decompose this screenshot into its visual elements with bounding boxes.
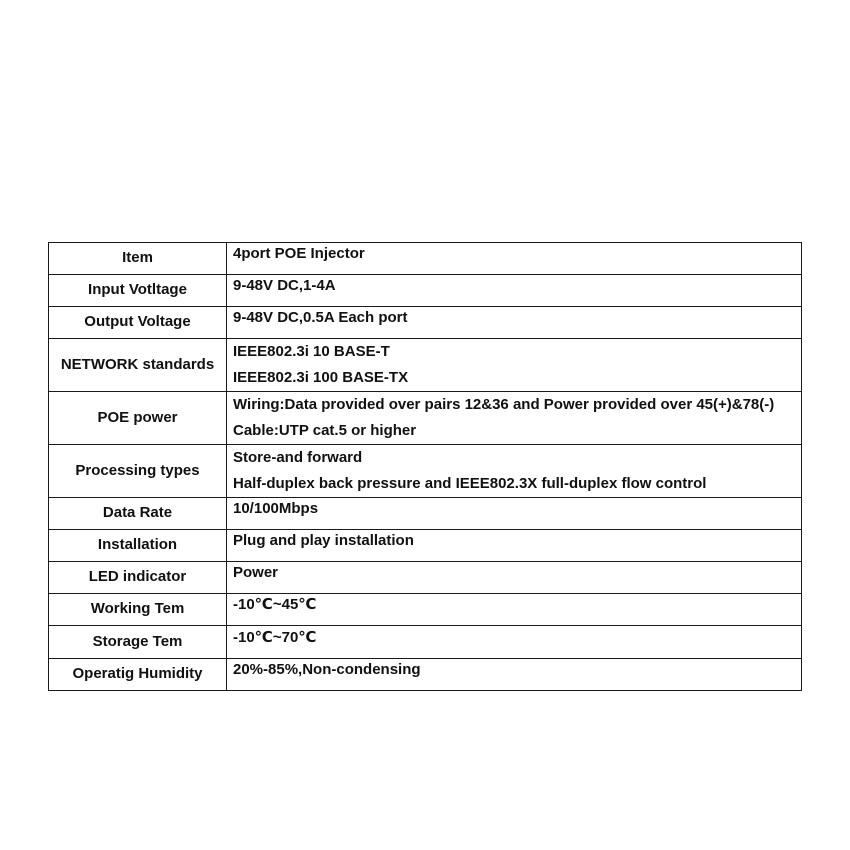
value-line: 4port POE Injector <box>233 245 365 263</box>
row-value-storage-temperature <box>227 626 802 659</box>
row-value-item <box>227 243 802 275</box>
row-value-output-voltage <box>227 307 802 339</box>
row-label-storage-temperature: Storage Tem <box>49 626 227 659</box>
row-label-data-rate: Data Rate <box>49 498 227 530</box>
value-line: -10℃~70℃ <box>233 628 317 646</box>
table-row <box>49 243 802 275</box>
table-row <box>49 562 802 594</box>
row-label-network-standards: NETWORK standards <box>49 339 227 392</box>
value-line: Power <box>233 564 279 582</box>
table-row <box>49 626 802 659</box>
value-line: Plug and play installation <box>233 532 414 550</box>
row-value-processing-types <box>227 445 802 498</box>
value-line: 9-48V DC,1-4A <box>233 277 336 295</box>
table-row <box>49 307 802 339</box>
row-value-network-standards <box>227 339 802 392</box>
table-row <box>49 339 802 392</box>
value-line: Cable:UTP cat.5 or higher <box>233 421 417 439</box>
table-row <box>49 530 802 562</box>
value-line: IEEE802.3i 10 BASE-T <box>233 343 390 360</box>
row-label-operating-humidity: Operatig Humidity <box>49 659 227 691</box>
row-label-working-temperature: Working Tem <box>49 594 227 626</box>
table-row <box>49 275 802 307</box>
row-label-led-indicator: LED indicator <box>49 562 227 594</box>
table-row <box>49 659 802 691</box>
table-row <box>49 594 802 626</box>
value-line: Wiring:Data provided over pairs 12&36 and Power provided over 45(+)&78(-) <box>233 396 775 413</box>
value-line: Half-duplex back pressure and IEEE802.3X full-duplex flow control <box>233 474 707 492</box>
value-line: 10/100Mbps <box>233 500 319 518</box>
row-value-led-indicator <box>227 562 802 594</box>
row-value-installation <box>227 530 802 562</box>
row-label-poe-power: POE power <box>49 392 227 445</box>
value-line: 9-48V DC,0.5A Each port <box>233 309 408 327</box>
row-label-input-voltage: Input Votltage <box>49 275 227 307</box>
row-value-poe-power <box>227 392 802 445</box>
row-value-input-voltage <box>227 275 802 307</box>
value-line: -10℃~45℃ <box>233 596 317 614</box>
value-line: IEEE802.3i 100 BASE-TX <box>233 368 409 386</box>
spec-table <box>48 242 802 691</box>
row-label-item: Item <box>49 243 227 275</box>
value-line: 20%-85%,Non-condensing <box>233 661 421 679</box>
value-line: Store-and forward <box>233 449 363 466</box>
row-value-operating-humidity <box>227 659 802 691</box>
table-row <box>49 445 802 498</box>
table-row <box>49 498 802 530</box>
row-label-installation: Installation <box>49 530 227 562</box>
row-label-output-voltage: Output Voltage <box>49 307 227 339</box>
row-value-data-rate <box>227 498 802 530</box>
row-value-working-temperature <box>227 594 802 626</box>
table-row <box>49 392 802 445</box>
row-label-processing-types: Processing types <box>49 445 227 498</box>
